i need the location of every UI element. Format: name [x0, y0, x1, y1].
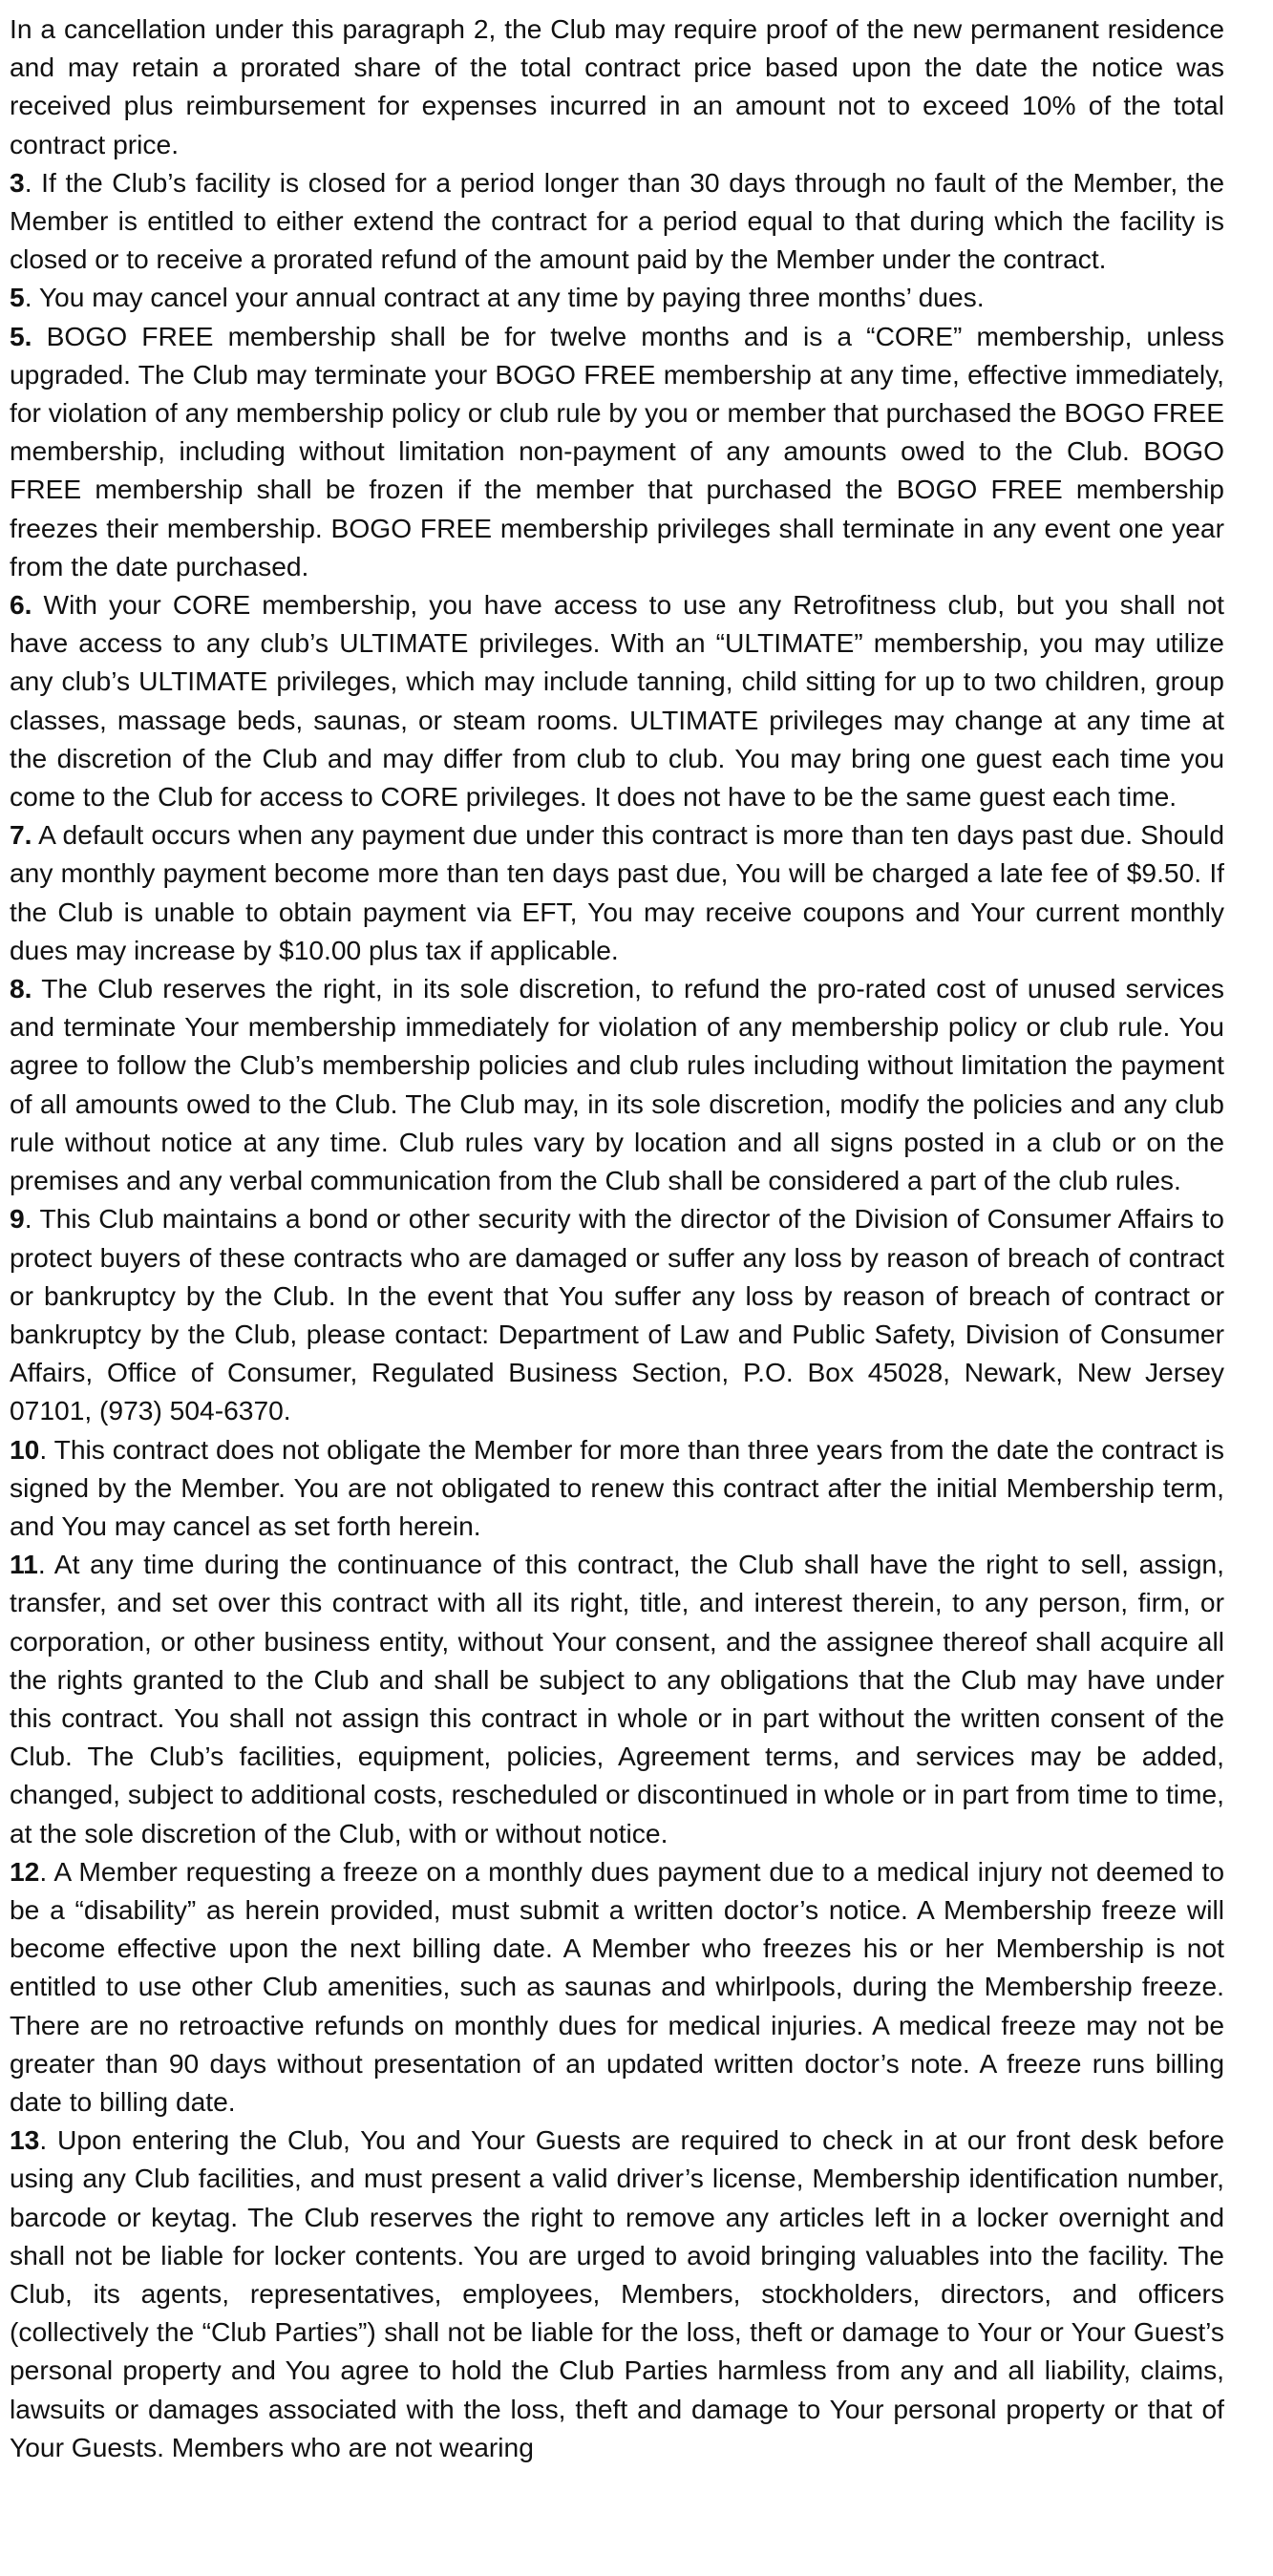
- paragraph-5-cancel: [10, 278, 1224, 316]
- paragraph-11: [10, 1545, 1224, 1852]
- paragraph-text: . This contract does not obligate the Member for more than three years from the date the contract is signed by the Member. You are not obligated to renew this contract after the initial Membership term, and You may cancel as set forth herein.: [10, 1433, 1224, 1541]
- paragraph-number: 7.: [10, 819, 32, 851]
- paragraph-number: 9: [10, 1203, 25, 1235]
- paragraph-9: [10, 1199, 1224, 1429]
- paragraph-number: 5.: [10, 320, 32, 351]
- paragraph-number: 10: [10, 1433, 40, 1465]
- paragraph-2-continuation: [10, 10, 1224, 163]
- paragraph-text: . If the Club’s facility is closed for a period longer than 30 days through no fault of the Member, the Member is entitled to either extend the contract for a period equal to that during which the facility is closed or to receive a prorated refund of the amount paid by the Member under the contract.: [10, 166, 1224, 275]
- paragraph-text: . A Member requesting a freeze on a monthly dues payment due to a medical injury not deemed to be a “disability” as herein provided, must submit a written doctor’s notice. A Membership freeze will become effective upon the next billing date. A Member who freezes his or her Membership is not entitled to use other Club amenities, such as saunas and whirlpools, during the Membership freeze. There are no retroactive refunds on monthly dues for medical injuries. A medical freeze may not be greater than 90 days without presentation of an updated written doctor’s note. A freeze runs billing date to billing date.: [10, 1855, 1224, 2117]
- paragraph-7: [10, 815, 1224, 969]
- paragraph-3: [10, 163, 1224, 279]
- paragraph-text: In a cancellation under this paragraph 2, the Club may require proof of the new permanent residence and may retain a prorated share of the total contract price based upon the date the notice was received plus reimbursement for expenses incurred in an amount not to exceed 10% of the total contract price.: [10, 13, 1224, 159]
- paragraph-number: 13: [10, 2124, 40, 2156]
- paragraph-number: 3: [10, 166, 25, 198]
- paragraph-5-bogo: [10, 317, 1224, 585]
- paragraph-text: BOGO FREE membership shall be for twelve months and is a “CORE” membership, unless upgraded. The Club may terminate your BOGO FREE membership at any time, effective immediately, for violation of any membership policy or club rule by you or member that purchased the BOGO FREE membership, including without limitation non-payment of any amounts owed to the Club. BOGO FREE membership shall be frozen if the member that purchased the BOGO FREE membership freezes their membership. BOGO FREE membership privileges shall terminate in any event one year from the date purchased.: [10, 320, 1224, 581]
- paragraph-number: 11: [10, 1549, 38, 1580]
- paragraph-6: [10, 585, 1224, 815]
- paragraph-text: The Club reserves the right, in its sole discretion, to refund the pro-rated cost of unused services and terminate Your membership immediately for violation of any membership policy or club rule. You agree to follow the Club’s membership policies and club rules including without limitation the payment of all amounts owed to the Club. The Club may, in its sole discretion, modify the policies and any club rule without notice at any time. Club rules vary by location and all signs posted in a club or on the premises and any verbal communication from the Club shall be considered a part of the club rules.: [10, 973, 1224, 1196]
- paragraph-13: [10, 2121, 1224, 2466]
- paragraph-number: 8.: [10, 973, 32, 1004]
- paragraph-text: . You may cancel your annual contract at any time by paying three months’ dues.: [24, 282, 985, 313]
- paragraph-text: . This Club maintains a bond or other security with the director of the Division of Consumer Affairs to protect buyers of these contracts who are damaged or suffer any loss by reason of breach of contract or bankruptcy by the Club. In the event that You suffer any loss by reason of breach of contract or bankruptcy by the Club, please contact: Department of Law and Public Safety, Division of Consumer Affairs, Office of Consumer, Regulated Business Section, P.O. Box 45028, Newark, New Jersey 07101, (973) 504-6370.: [10, 1203, 1224, 1426]
- paragraph-8: [10, 969, 1224, 1199]
- paragraph-12: [10, 1852, 1224, 2121]
- paragraph-10: [10, 1430, 1224, 1546]
- contract-terms-page: [10, 10, 1224, 2466]
- paragraph-text: . At any time during the continuance of this contract, the Club shall have the right to sell, assign, transfer, and set over this contract with all its right, title, and interest therein, to any person, firm, or corporation, or other business entity, without Your consent, and the assignee thereof shall acquire all the rights granted to the Club and shall be subject to any obligations that the Club may have under this contract. You shall not assign this contract in whole or in part without the written consent of the Club. The Club’s facilities, equipment, policies, Agreement terms, and services may be added, changed, subject to additional costs, rescheduled or discontinued in whole or in part from time to time, at the sole discretion of the Club, with or without notice.: [10, 1549, 1224, 1848]
- paragraph-text: With your CORE membership, you have access to use any Retrofitness club, but you shall not have access to any club’s ULTIMATE privileges. With an “ULTIMATE” membership, you may utilize any club’s ULTIMATE privileges, which may include tanning, child sitting for up to two children, group classes, massage beds, saunas, or steam rooms. ULTIMATE privileges may change at any time at the discretion of the Club and may differ from club to club. You may bring one guest each time you come to the Club for access to CORE privileges. It does not have to be the same guest each time.: [10, 589, 1224, 813]
- paragraph-text: A default occurs when any payment due under this contract is more than ten days past due. Should any monthly payment become more than ten days past due, You will be charged a late fee of $9.50. If the Club is unable to obtain payment via EFT, You may receive coupons and Your current monthly dues may increase by $10.00 plus tax if applicable.: [10, 819, 1224, 965]
- paragraph-number: 5: [10, 282, 25, 313]
- paragraph-number: 6.: [10, 589, 32, 621]
- paragraph-text: . Upon entering the Club, You and Your Guests are required to check in at our front desk before using any Club facilities, and must present a valid driver’s license, Membership identification number, barcode or keytag. The Club reserves the right to remove any articles left in a locker overnight and shall not be liable for locker contents. You are urged to avoid bringing valuables into the facility. The Club, its agents, representatives, employees, Members, stockholders, directors, and officers (collectively the “Club Parties”) shall not be liable for the loss, theft or damage to Your or Your Guest’s personal property and You agree to hold the Club Parties harmless from any and all liability, claims, lawsuits or damages associated with the loss, theft and damage to Your personal property or that of Your Guests. Members who are not wearing: [10, 2124, 1224, 2462]
- paragraph-number: 12: [10, 1855, 40, 1887]
